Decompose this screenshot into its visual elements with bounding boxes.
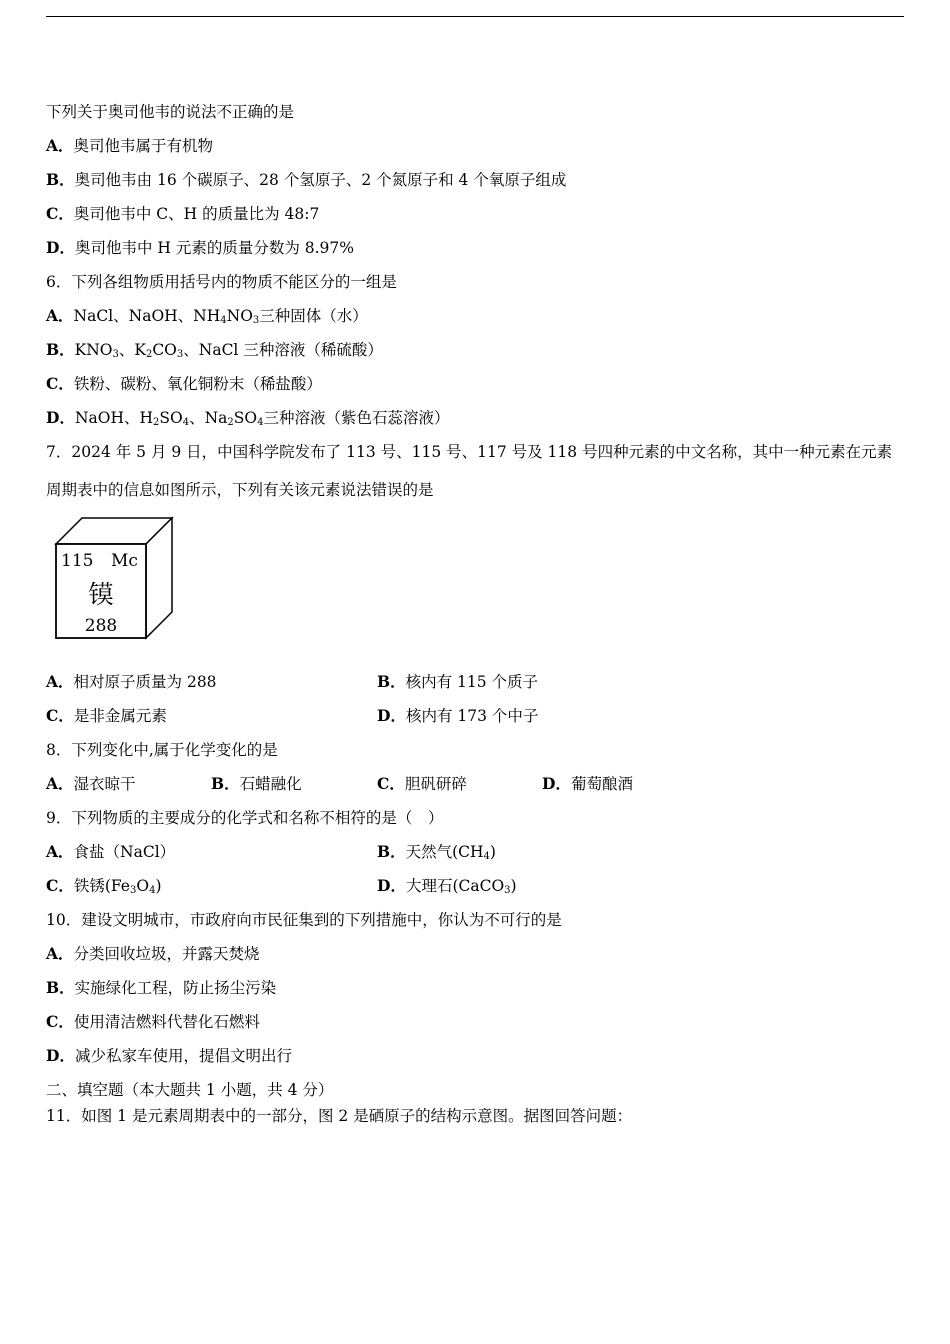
option-letter: D． [377, 876, 406, 895]
option-text: 胆矾研碎 [404, 775, 467, 793]
option-letter: B． [377, 842, 406, 861]
option-text: 石蜡融化 [239, 775, 302, 793]
formula-part: NaCl、NaOH、NH [73, 307, 221, 325]
subscript: 2 [227, 417, 234, 428]
formula-part: ) [489, 843, 496, 861]
subscript: 4 [257, 417, 264, 428]
q6-option-c [46, 374, 322, 394]
q9-option-a [46, 842, 175, 862]
formula-part: ) [155, 877, 162, 895]
option-text: 铁粉、碳粉、氧化铜粉末（稀盐酸） [73, 375, 322, 393]
q10-option-c [46, 1012, 260, 1032]
option-text: 分类回收垃圾，并露天焚烧 [73, 945, 260, 963]
element-symbol: Mc [111, 551, 138, 571]
formula-part: 大理石(CaCO [405, 877, 505, 895]
section-heading: 二、填空题（本大题共 1 小题，共 4 分） [46, 1081, 334, 1099]
option-letter: B． [211, 774, 240, 793]
q11-stem: 11．如图 1 是元素周期表中的一部分，图 2 是硒原子的结构示意图。据图回答问题： [46, 1107, 633, 1125]
q8-option-a [46, 774, 136, 794]
option-letter: C． [46, 876, 74, 895]
q5-option-c [46, 204, 319, 224]
option-letter: A． [46, 136, 74, 155]
subscript: 3 [129, 885, 137, 896]
formula-part: 、K [118, 341, 146, 359]
q6-option-a [46, 306, 368, 326]
q9-stem: 9．下列物质的主要成分的化学式和名称不相符的是（ ） [46, 809, 444, 827]
option-text: 湿衣晾干 [73, 775, 136, 793]
formula-part: 、Na [189, 409, 228, 427]
q6-option-b [46, 340, 383, 360]
option-letter: A． [46, 944, 74, 963]
q10-option-d [46, 1046, 292, 1066]
option-text: 、NaCl 三种溶液（稀硫酸） [183, 341, 383, 359]
q7-option-b [377, 672, 538, 692]
q7-stem-line2: 周期表中的信息如图所示，下列有关该元素说法错误的是 [46, 481, 434, 499]
q6-stem: 6．下列各组物质用括号内的物质不能区分的一组是 [46, 273, 397, 291]
subscript: 3 [112, 349, 119, 360]
formula-part: SO [159, 409, 183, 427]
subscript: 4 [220, 315, 227, 326]
q6-option-d [46, 408, 449, 428]
option-letter: B． [377, 672, 406, 691]
option-letter: B． [46, 340, 75, 359]
option-letter: A． [46, 306, 74, 325]
option-text: 三种固体（水） [259, 307, 368, 325]
option-letter: C． [46, 374, 74, 393]
q7-option-d [377, 706, 538, 726]
option-letter: D． [46, 1046, 75, 1065]
element-name: 镆 [88, 580, 114, 609]
subscript: 2 [153, 417, 160, 428]
header-rule [46, 16, 904, 17]
subscript: 4 [182, 417, 190, 428]
q10-option-a [46, 944, 260, 964]
q8-option-c [377, 774, 467, 794]
option-text: 减少私家车使用，提倡文明出行 [74, 1047, 292, 1065]
q8-option-d [542, 774, 633, 794]
q10-stem: 10．建设文明城市，市政府向市民征集到的下列措施中，你认为不可行的是 [46, 911, 562, 929]
option-text: 三种溶液（紫色石蕊溶液） [263, 409, 450, 427]
q9-option-b [377, 842, 496, 862]
option-letter: A． [46, 672, 74, 691]
option-text: 奥司他韦由 16 个碳原子、28 个氢原子、2 个氮原子和 4 个氧原子组成 [74, 171, 567, 189]
q7-option-a [46, 672, 217, 692]
option-text: 奥司他韦中 H 元素的质量分数为 8.97% [74, 239, 354, 257]
option-letter: D． [46, 238, 75, 257]
formula-part: KNO [74, 341, 113, 359]
q5-option-b [46, 170, 566, 190]
formula-part: NO [226, 307, 253, 325]
option-letter: D． [46, 408, 75, 427]
formula-part: ) [510, 877, 517, 895]
formula-part: NaOH、H [74, 409, 153, 427]
subscript: 3 [252, 315, 260, 326]
option-letter: C． [46, 706, 74, 725]
subscript: 2 [145, 349, 153, 360]
option-text: 奥司他韦中 C、H 的质量比为 48:7 [73, 205, 320, 223]
subscript: 4 [149, 885, 156, 896]
option-text: 核内有 173 个中子 [405, 707, 539, 725]
q9-option-c [46, 876, 162, 896]
option-text: 实施绿化工程，防止扬尘污染 [74, 979, 277, 997]
option-text: 是非金属元素 [73, 707, 167, 725]
subscript: 4 [483, 851, 490, 862]
option-letter: A． [46, 774, 74, 793]
q9-option-d [377, 876, 517, 896]
option-text: 相对原子质量为 288 [73, 673, 217, 691]
option-letter: C． [46, 1012, 74, 1031]
formula-part: CO [152, 341, 177, 359]
q8-option-b [211, 774, 302, 794]
option-letter: D． [377, 706, 406, 725]
q10-option-b [46, 978, 276, 998]
q5-option-a [46, 136, 213, 156]
option-text: 奥司他韦属于有机物 [73, 137, 214, 155]
subscript: 3 [504, 885, 511, 896]
option-letter: B． [46, 978, 75, 997]
element-mass: 288 [84, 616, 118, 636]
formula-part: SO [233, 409, 258, 427]
q8-stem: 8．下列变化中,属于化学变化的是 [46, 741, 278, 759]
option-letter: C． [377, 774, 405, 793]
option-text: 食盐（NaCl） [73, 843, 176, 861]
option-text: 使用清洁燃料代替化石燃料 [73, 1013, 260, 1031]
option-letter: B． [46, 170, 75, 189]
option-letter: D． [542, 774, 571, 793]
q5-option-d [46, 238, 354, 258]
q5-stem: 下列关于奥司他韦的说法不正确的是 [46, 103, 295, 121]
formula-part: O [136, 877, 150, 895]
q7-stem-line1: 7．2024 年 5 月 9 日，中国科学院发布了 113 号、115 号、117 号及 118 号四种元素的中文名称，其中一种元素在元素 [46, 443, 893, 461]
element-number: 115 [61, 551, 94, 571]
subscript: 3 [176, 349, 184, 360]
option-text: 葡萄酿酒 [570, 775, 633, 793]
option-text: 核内有 115 个质子 [405, 673, 539, 691]
option-letter: A． [46, 842, 74, 861]
formula-part: 铁锈(Fe [73, 877, 130, 895]
element-cube-figure [50, 514, 176, 644]
q7-option-c [46, 706, 167, 726]
formula-part: 天然气(CH [405, 843, 484, 861]
option-letter: C． [46, 204, 74, 223]
